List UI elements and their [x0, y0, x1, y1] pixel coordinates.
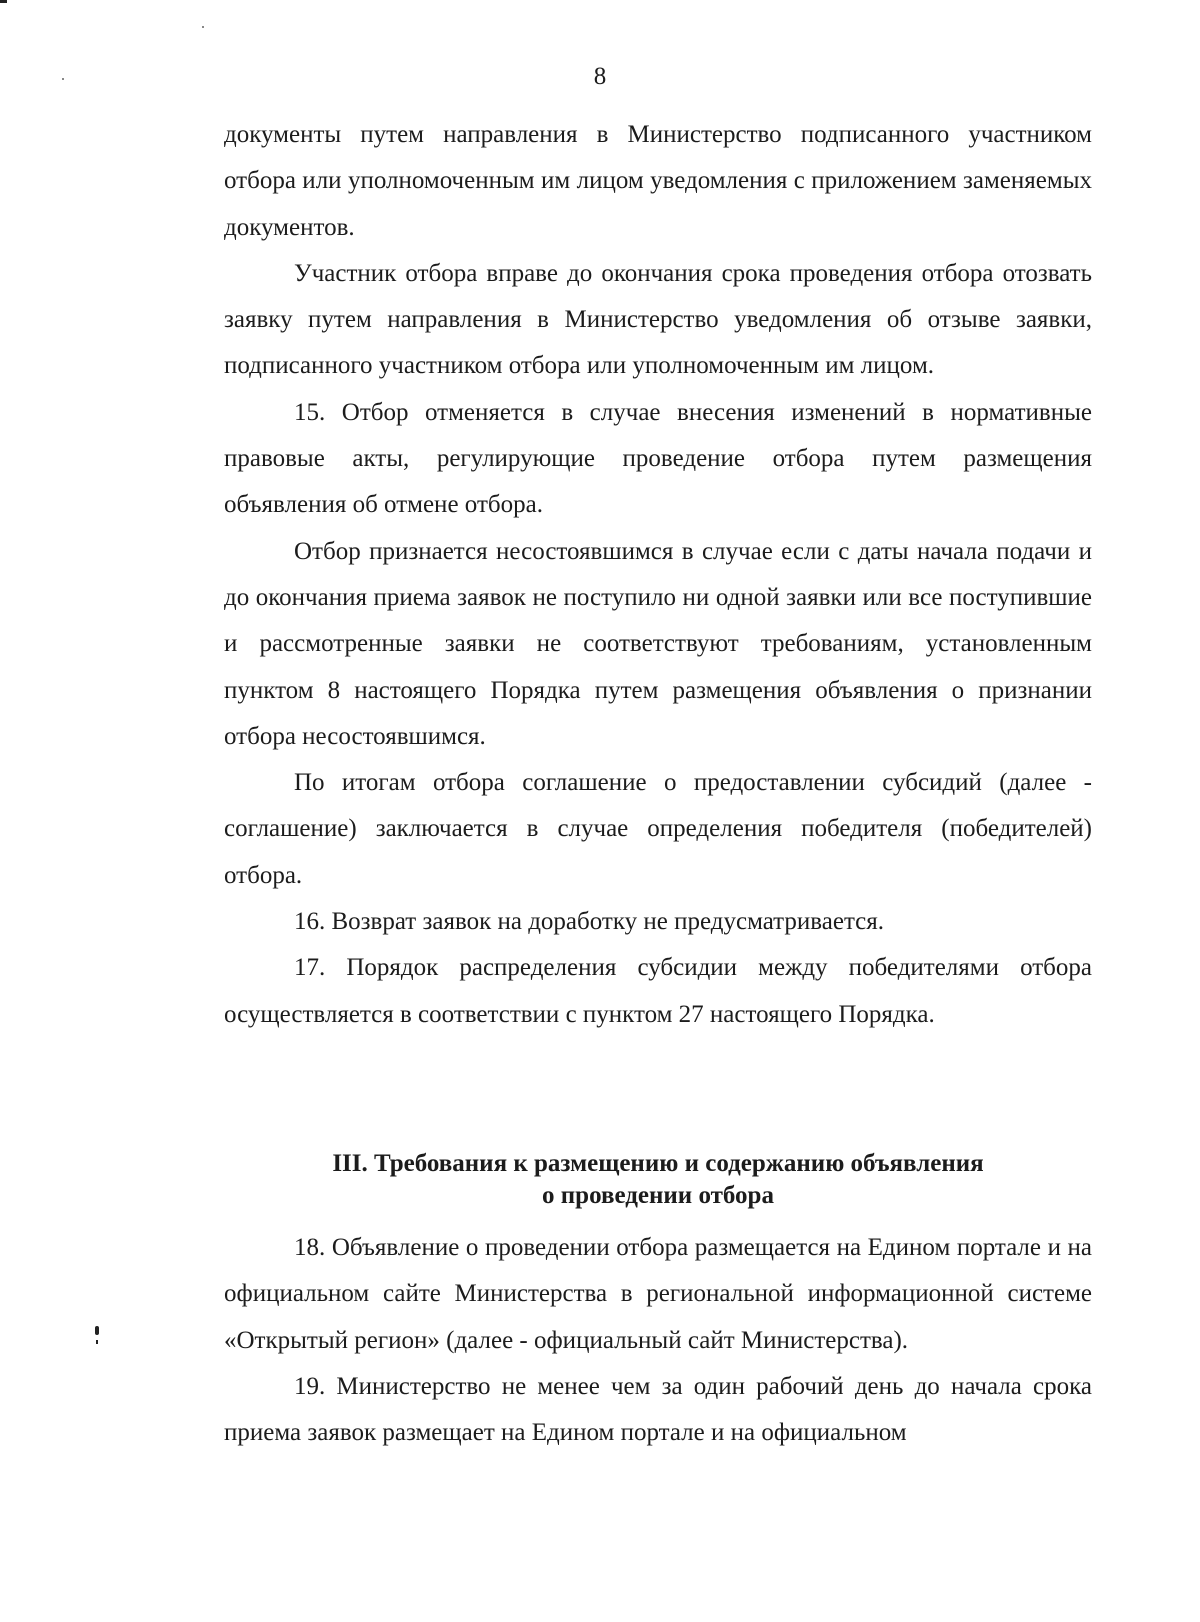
paragraph: 15. Отбор отменяется в случае внесения изменений в нормативные правовые акты, регулирующие проведение отбора путем размещения объявления об отмене отбора. — [224, 398, 1092, 519]
section-heading-line: III. Требования к размещению и содержанию объявления — [332, 1150, 984, 1177]
scan-mark — [96, 1340, 98, 1344]
section-heading-line: о проведении отбора — [542, 1182, 774, 1209]
paragraph: Отбор признается несостоявшимся в случае если с даты начала подачи и до окончания приема заявок не поступило ни одной заявки или все поступившие и рассмотренные заявки не соответствуют требованиям, установленным пунктом 8 настоящего Порядка путем размещения объявления о признании отбора несостоявшимся. — [224, 537, 1092, 750]
paragraph: документы путем направления в Министерство подписанного участником отбора или уполномоченным им лицом уведомления с приложением заменяемых документов. — [224, 121, 1092, 241]
paragraph: Участник отбора вправе до окончания срока проведения отбора отозвать заявку путем направления в Министерство уведомления об отзыве заявки, подписанного участником отбора или уполномоченным им лицом. — [224, 259, 1092, 380]
body-text-bottom — [224, 1225, 1092, 1456]
paragraph: 19. Министерство не менее чем за один рабочий день до начала срока приема заявок размещает на Едином портале и на официальном — [224, 1372, 1092, 1447]
scan-mark — [202, 26, 204, 28]
scan-mark — [95, 1326, 99, 1335]
paragraph: По итогам отбора соглашение о предоставлении субсидий (далее - соглашение) заключается в случае определения победителя (победителей) отбора. — [224, 769, 1092, 889]
paragraph: 16. Возврат заявок на доработку не предусматривается. — [294, 908, 885, 936]
body-text-top — [224, 112, 1092, 1038]
scan-mark — [0, 0, 7, 3]
page-number: 8 — [593, 63, 607, 90]
section-heading — [224, 1148, 1092, 1212]
paragraph: 17. Порядок распределения субсидии между победителями отбора осуществляется в соответствии с пунктом 27 настоящего Порядка. — [224, 954, 1092, 1028]
paragraph: 18. Объявление о проведении отбора размещается на Едином портале и на официальном сайте Министерства в региональной информационной системе «Открытый регион» (далее - официальный сайт Министерства). — [224, 1234, 1092, 1354]
